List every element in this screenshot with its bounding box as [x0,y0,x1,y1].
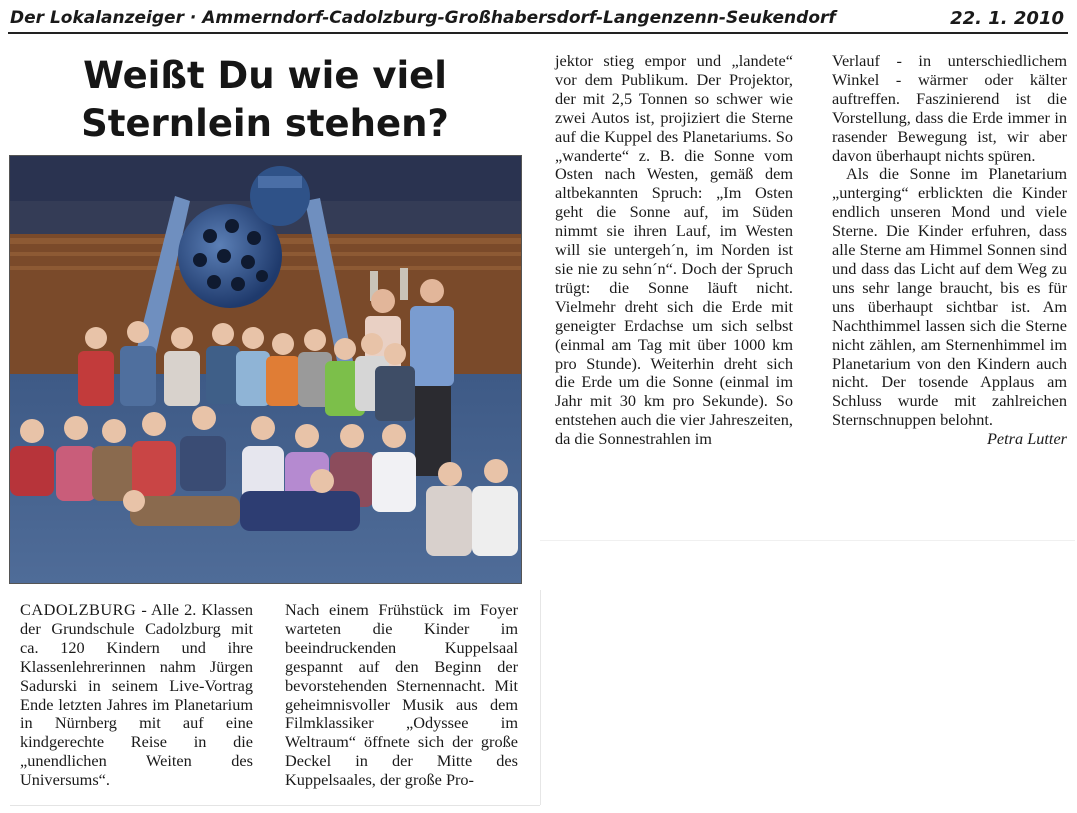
article-column-2 [285,601,518,790]
clipping-edge-top [540,540,1075,541]
planetarium-group-photo [10,156,521,583]
article-column-3 [555,52,793,449]
author-byline: Petra Lutter [986,429,1067,449]
column-4-paragraph-2: Als die Sonne im Planetarium „unterging“ erblickten die Kinder endlich unseren Mond und viele Sterne. Die Kinder erfuhren, dass alle Sterne am Himmel Sonnen sind und dass das Licht auf dem Weg zu uns sehr lange braucht, bis es für uns überhaupt sichtbar ist. Am Nachthimmel lassen sich die Sterne nicht zählen, am Sternenhimmel im Planetarium von den Kindern auch nicht. Der tosende Applaus am Schluss wurde mit zahlreichen Sternschnuppen belohnt. [832,164,1067,430]
article-column-1 [20,601,253,790]
masthead: Der Lokalanzeiger · Ammerndorf-Cadolzburg-Großhabersdorf-Langenzenn-Seukendorf [10,8,836,28]
column-1-text: - Alle 2. Klassen der Grundschule Cadolzburg mit ca. 120 Kindern und ihre Klassenlehrerinnen nahm Jürgen Sadurski in seinem Live-Vortrag Ende letzten Jahres im Planetarium in Nürnberg mit auf eine kindgerechte Reise in die „unendlichen Weiten des Universums“. [20,600,253,790]
clipping-edge-right [540,590,541,805]
dateline: CADOLZBURG [20,600,137,619]
column-4-paragraph-1: Verlauf - in unterschiedlichem Winkel - wärmer oder kälter auftreffen. Faszinierend ist die Vorstellung, dass die Erde immer in rasender Bewegung ist, wir aber davon überhaupt nichts spüren. [832,51,1067,165]
newspaper-header [8,6,1068,34]
headline-line-2: Sternlein stehen? [81,102,449,145]
article-column-4 [832,52,1067,449]
headline-line-1: Weißt Du wie viel [83,54,447,97]
clipping-edge-bottom [10,805,540,806]
column-3-text: jektor stieg empor und „landete“ vor dem Publikum. Der Projektor, der mit 2,5 Tonnen so schwer wie zwei Autos ist, projiziert die Sterne auf die Kuppel des Planetariums. So „wanderte“ z. B. die Sonne vom Osten nach Westen, gemäß dem altbekannten Spruch: „Im Osten geht die Sonne auf, im Süden nimmt sie ihren Lauf, im Westen will sie untergeh´n, im Norden ist sie nie zu sehn´n“. Doch der Spruch trügt: die Sonne läuft nicht. Vielmehr dreht sich die Erde mit geneigter Erdachse um sich selbst (einmal am Tag mit über 1000 km pro Stunde). Weiterhin dreht sich die Erde um die Sonne (einmal im Jahr mit 30 km pro Sekunde). So entstehen auch die vier Jahreszeiten, da die Sonnestrahlen im [555,51,793,449]
headline [10,52,520,148]
column-2-text: Nach einem Frühstück im Foyer warteten die Kinder im beeindruckenden Kuppelsaal gespannt auf den Beginn der bevorstehenden Sternennacht. Mit geheimnisvoller Musik aus dem Filmklassiker „Odyssee im Weltraum“ öffnete sich der große Deckel in der Mitte des Kuppelsaales, der große Pro- [285,600,518,790]
article-photo [9,155,522,584]
issue-date: 22. 1. 2010 [950,8,1064,29]
